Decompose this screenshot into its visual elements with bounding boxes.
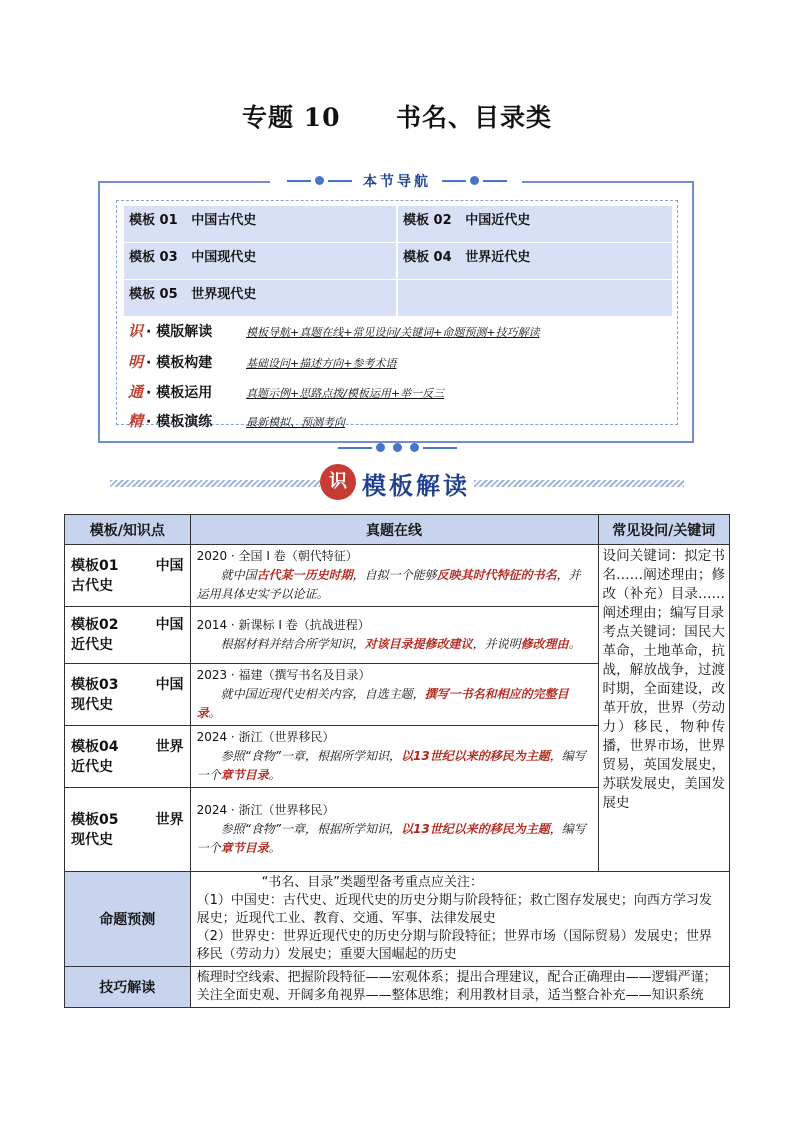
template-cell: 模板03 中国 现代史 [65,664,191,726]
highlight-text: 古代某一历史时期 [256,568,353,582]
keywords-cell [598,545,729,872]
nav-cell-1[interactable]: 模板 01 中国古代史 [124,206,396,242]
highlight-text: 以13世纪以来的移民为主题 [401,822,550,836]
question-text: ，并运用具体史实予以论证。 [196,568,581,601]
highlight-text: 章节目录 [220,768,269,782]
template-table [64,514,730,1008]
nav-cell-4[interactable]: 模板 04 世界近代史 [398,243,672,279]
col-header: 真题在线 [190,515,598,545]
template-cell: 模板05 世界 现代史 [65,788,191,872]
question-cell: 2024 · 浙江（世界移民） 参照“食物”一章，根据所学知识，以13世纪以来的移民为主题，编写一个章节目录。 [190,788,598,872]
skill-cell: 梳理时空线索、把握阶段特征——宏观体系；提出合理建议，配合正确理由——逻辑严谨； 关注全面史观、开阔多角视界——整体思维；利用教材目录，适当整合补充——知识系统 [190,967,729,1008]
page-title [0,98,794,134]
question-text: 。 [568,637,581,651]
question-text: 就中国近现代史相关内容，自选主题， [220,687,425,701]
skill-row [65,967,730,1008]
question-text: ，自拟一个能够 [352,568,437,582]
question-text: 。 [268,768,281,782]
question-text: ，编写一个 [196,822,586,855]
question-text: 参照“食物”一章，根据所学知识， [220,822,401,836]
nav-cell-empty [398,280,672,316]
col-header: 常见设问/关键词 [598,515,729,545]
highlight-text: 反映其时代特征的书名 [436,568,557,582]
mode-row: 精 · 模板演练 最新模拟、预测考向 [128,412,345,430]
mode-row: 识 · 模版解读 模板导航+真题在线+常见设问/关键词+命题预测+技巧解读 [128,322,540,340]
question-text: 根据材料并结合所学知识， [220,637,365,651]
question-cell: 2024 · 浙江（世界移民） 参照“食物”一章，根据所学知识，以13世纪以来的移民为主题，编写一个章节目录。 [190,726,598,788]
question-text: ，编写一个 [196,749,586,782]
template-cell: 模板04 世界 近代史 [65,726,191,788]
title-number: 10 [303,103,341,132]
nav-header-label: 本节导航 [363,173,431,190]
skill-label: 技巧解读 [65,967,191,1008]
question-text: 。 [268,841,281,855]
keywords-text: 设问关键词：拟定书名……阐述理由；修改（补充）目录……阐述理由；编写目录 考点关键词：国民大革命，土地革命，抗战，解放战争，过渡时期，全面建设，改革开放，世界（劳动力）移民，物种传播，世界市场，世界贸易，英国发展史，苏联发展史，美国发展史 [602,548,725,811]
highlight-text: 章节目录 [220,841,269,855]
prediction-row [65,872,730,967]
question-cell: 2020 · 全国 I 卷（朝代特征） 就中国古代某一历史时期，自拟一个能够反映其时代特征的书名，并运用具体史实予以论证。 [190,545,598,607]
section-banner [110,464,684,502]
mode-row: 通 · 模板运用 真题示例+思路点拨/模板运用+举一反三 [128,383,445,401]
question-text: 参照“食物”一章，根据所学知识， [220,749,401,763]
template-cell: 模板01 中国 古代史 [65,545,191,607]
title-prefix: 专题 [242,103,295,132]
nav-bottom-ornament [300,437,494,456]
seal-icon: 识 [320,464,356,500]
template-cell: 模板02 中国 近代史 [65,607,191,664]
col-header: 模板/知识点 [65,515,191,545]
question-text: 。 [208,706,221,720]
prediction-label: 命题预测 [65,872,191,967]
highlight-text: 修改理由 [520,637,569,651]
nav-header [270,170,524,192]
highlight-text: 撰写一书名和相应的完整目录 [196,687,569,720]
highlight-text: 对该目录提修改建议 [364,637,473,651]
highlight-text: 以13世纪以来的移民为主题 [401,749,550,763]
table-row [65,545,730,607]
prediction-cell: “书名、目录”类题型备考重点应关注： （1）中国史：古代史、近现代史的历史分期与阶段特征；救亡图存发展史；向西方学习发展史；近现代工业、教育、交通、军事、法律发展史 （2）世界史：世界近现代史的历史分期与阶段特征；世界市场（国际贸易）发展史；世界移民（劳动力）发展史；重要大国崛起的历史 [190,872,729,967]
question-text: ，并说明 [472,637,521,651]
nav-cell-3[interactable]: 模板 03 中国现代史 [124,243,396,279]
banner-title: 模板解读 [362,472,470,500]
mode-row: 明 · 模板构建 基础设问+描述方向+参考术语 [128,353,397,371]
title-text: 书名、目录类 [395,103,552,132]
nav-cell-5[interactable]: 模板 05 世界现代史 [124,280,396,316]
question-cell: 2014 · 新课标 I 卷（抗战进程） 根据材料并结合所学知识，对该目录提修改建议，并说明修改理由。 [190,607,598,664]
nav-cell-2[interactable]: 模板 02 中国近代史 [398,206,672,242]
question-text: 就中国 [220,568,257,582]
question-cell: 2023 · 福建（撰写书名及目录） 就中国近现代史相关内容，自选主题，撰写一书名和相应的完整目录。 [190,664,598,726]
